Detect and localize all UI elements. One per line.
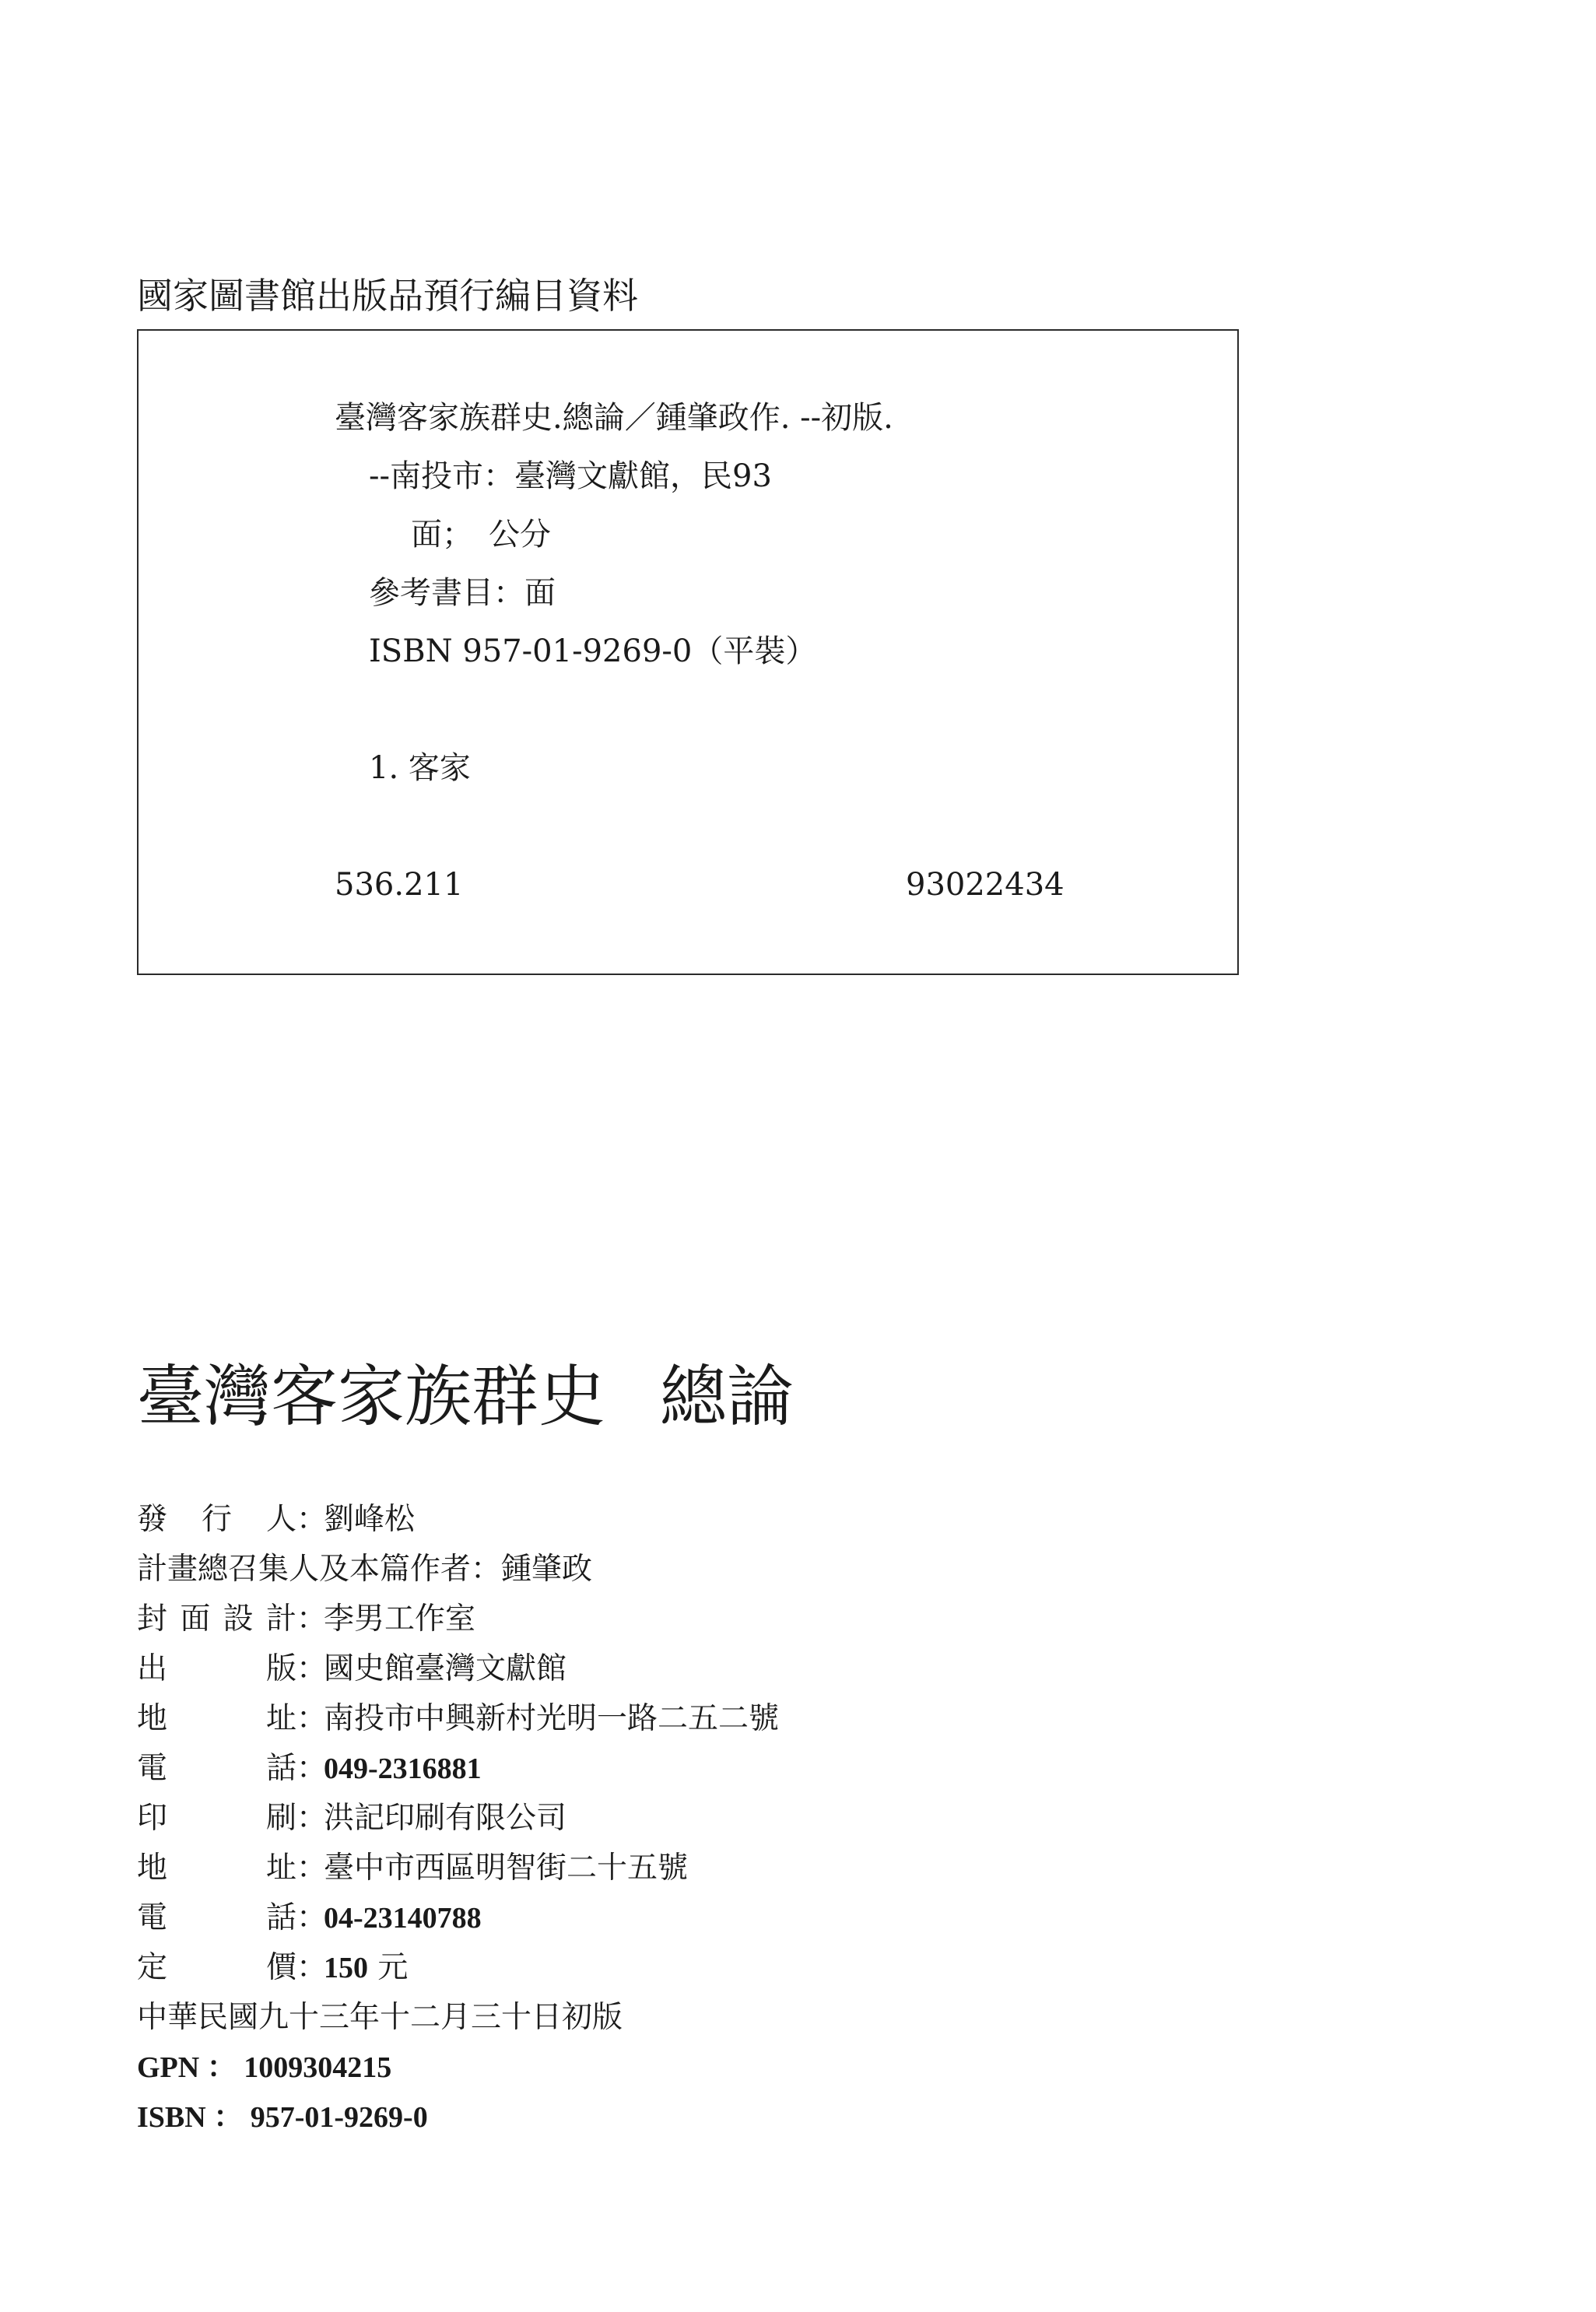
cip-isbn-line: ISBN 957-01-9269-0（平裝） (369, 633, 817, 669)
printer-value: 洪記印刷有限公司 (324, 1801, 567, 1836)
printer-phone-value: 04-23140788 (324, 1902, 482, 1935)
book-title-volume: 總論 (660, 1358, 794, 1436)
colophon-label: 封 面 設 計 (137, 1602, 296, 1637)
colophon-separator: ： (296, 1651, 328, 1686)
colophon-separator: ： (206, 2051, 237, 2084)
colophon-label: 發 行 人 (137, 1502, 296, 1537)
colophon-label: 地 址 (137, 1701, 296, 1736)
colophon-label: 電 話 (137, 1900, 296, 1935)
colophon-label: 印 刷 (137, 1801, 296, 1836)
cip-publisher-line: --南投市：臺灣文獻館，民93 (369, 458, 772, 494)
planner-author-label: 計畫總召集人及本篇作者 (137, 1552, 472, 1587)
colophon-separator: ： (296, 1851, 328, 1886)
colophon-label: 電 話 (137, 1751, 296, 1786)
isbn-label: ISBN (137, 2101, 206, 2134)
cip-subject-line: 1. 客家 (369, 750, 471, 786)
price-number: 150 (324, 1952, 368, 1984)
price-unit: 元 (377, 1950, 409, 1985)
colophon-separator: ： (296, 1801, 328, 1836)
book-title-main: 臺灣客家族群史 (137, 1358, 605, 1436)
cip-heading: 國家圖書館出版品預行編目資料 (137, 275, 638, 317)
cip-classification-number: 536.211 (335, 867, 464, 903)
price-value (324, 1946, 408, 1990)
edition-date: 中華民國九十三年十二月三十日初版 (137, 2000, 623, 2035)
publisher-address-value: 南投市中興新村光明一路二五二號 (324, 1701, 780, 1736)
printer-address-value: 臺中市西區明智街二十五號 (324, 1851, 689, 1886)
colophon-separator: ： (213, 2101, 244, 2134)
gpn-label: GPN (137, 2051, 200, 2084)
isbn-value: 957-01-9269-0 (250, 2101, 428, 2134)
publisher-person-value: 劉峰松 (324, 1502, 416, 1537)
cip-record-number: 93022434 (906, 867, 1065, 903)
book-title (137, 1354, 794, 1440)
colophon-separator: ： (296, 1900, 328, 1935)
gpn-value: 1009304215 (244, 2051, 392, 2084)
cover-design-value: 李男工作室 (324, 1602, 476, 1637)
publisher-phone-value: 049-2316881 (324, 1752, 482, 1785)
colophon-separator: ： (471, 1552, 502, 1587)
planner-author-value: 鍾肇政 (501, 1552, 593, 1587)
colophon-separator: ： (296, 1751, 328, 1786)
colophon-separator: ： (296, 1602, 328, 1637)
colophon-separator: ： (296, 1502, 328, 1537)
cip-pages-line: 面； 公分 (411, 517, 551, 553)
colophon-label: 出 版 (137, 1651, 296, 1686)
colophon-label: 地 址 (137, 1851, 296, 1886)
colophon-label: 定 價 (137, 1950, 296, 1985)
cip-bibliography-line: 參考書目：面 (369, 575, 556, 611)
colophon-separator: ： (296, 1950, 328, 1985)
colophon-separator: ： (296, 1701, 328, 1736)
cip-title-line: 臺灣客家族群史.總論／鍾肇政作. --初版. (335, 400, 893, 436)
cip-record-box (137, 329, 1239, 975)
publisher-value: 國史館臺灣文獻館 (324, 1651, 567, 1686)
